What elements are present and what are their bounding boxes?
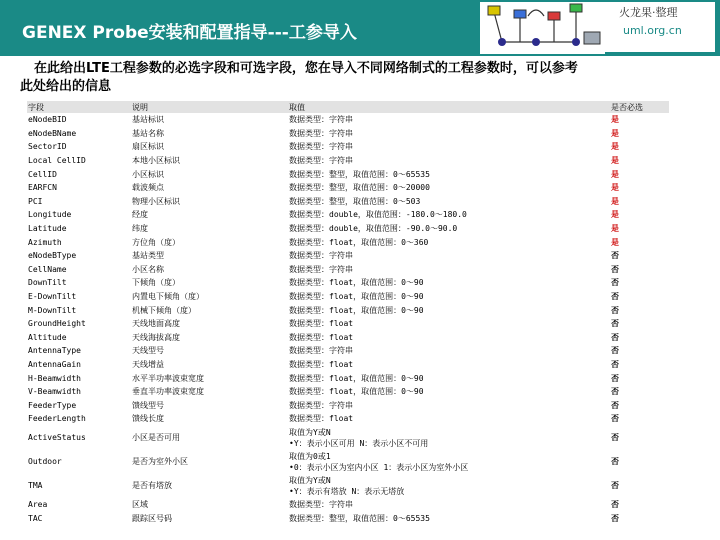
required-cell: 是 bbox=[611, 196, 619, 206]
table-row bbox=[27, 195, 669, 209]
required-cell: 否 bbox=[611, 251, 619, 261]
table-row bbox=[27, 317, 669, 331]
table-row bbox=[27, 344, 669, 358]
value-text: 数据类型：字符串 bbox=[289, 400, 353, 410]
description-cell: 下倾角（度） bbox=[132, 278, 180, 288]
value-text: 数据类型：float，取值范围：0～90 bbox=[289, 292, 424, 302]
required-cell: 否 bbox=[611, 373, 619, 383]
field-cell: CellID bbox=[28, 169, 57, 179]
value-text: 数据类型：字符串 bbox=[289, 115, 353, 125]
required-cell: 否 bbox=[611, 319, 619, 329]
field-cell: Latitude bbox=[28, 224, 67, 234]
table-header-row bbox=[27, 101, 669, 113]
description-cell: 机械下倾角（度） bbox=[132, 305, 196, 315]
required-cell: 否 bbox=[611, 513, 619, 523]
value-text: 数据类型：float，取值范围：0～90 bbox=[289, 373, 424, 383]
value-text: 数据类型：float bbox=[289, 319, 354, 329]
value-text: 数据类型：float，取值范围：0～90 bbox=[289, 305, 424, 315]
value-text: 数据类型：字符串 bbox=[289, 346, 353, 356]
required-cell: 否 bbox=[611, 292, 619, 302]
value-cell bbox=[288, 263, 610, 277]
field-cell: Area bbox=[28, 499, 48, 509]
table-row bbox=[27, 474, 669, 498]
value-text: 数据类型：字符串 bbox=[289, 128, 353, 138]
value-text: 数据类型：整型，取值范围：0～65535 bbox=[289, 513, 430, 523]
description-cell: 是否为室外小区 bbox=[132, 457, 188, 467]
required-cell: 是 bbox=[611, 115, 619, 125]
required-cell: 否 bbox=[611, 414, 619, 424]
field-cell: AntennaGain bbox=[28, 359, 81, 369]
value-cell bbox=[288, 331, 610, 345]
required-cell: 是 bbox=[611, 210, 619, 220]
value-cell bbox=[288, 181, 610, 195]
value-cell bbox=[288, 371, 610, 385]
required-cell: 是 bbox=[611, 224, 619, 234]
table-row bbox=[27, 208, 669, 222]
value-text: 数据类型：字符串 bbox=[289, 156, 353, 166]
description-cell: 基站标识 bbox=[132, 115, 164, 125]
field-cell: eNodeBName bbox=[28, 128, 77, 138]
description-cell: 馈线型号 bbox=[132, 400, 164, 410]
field-cell: M-DownTilt bbox=[28, 305, 77, 315]
title-bar bbox=[0, 0, 720, 56]
required-cell: 否 bbox=[611, 346, 619, 356]
value-cell bbox=[288, 113, 610, 127]
value-cell bbox=[288, 290, 610, 304]
field-cell: H-Beamwidth bbox=[28, 373, 81, 383]
required-cell: 是 bbox=[611, 183, 619, 193]
network-diagram-icon bbox=[480, 2, 605, 54]
value-cell bbox=[288, 154, 610, 168]
description-cell: 天线海拔高度 bbox=[132, 332, 180, 342]
value-cell bbox=[288, 385, 610, 399]
table-row bbox=[27, 290, 669, 304]
field-cell: PCI bbox=[28, 196, 43, 206]
value-cell bbox=[288, 140, 610, 154]
required-cell: 是 bbox=[611, 128, 619, 138]
description-cell: 小区名称 bbox=[132, 264, 164, 274]
required-cell: 否 bbox=[611, 278, 619, 288]
field-cell: Outdoor bbox=[28, 457, 62, 467]
field-cell: eNodeBType bbox=[28, 251, 77, 261]
value-text: 数据类型：整型，取值范围：0～65535 bbox=[289, 169, 430, 179]
description-cell: 内置电下倾角（度） bbox=[132, 292, 204, 302]
column-header-field: 字段 bbox=[27, 101, 131, 113]
field-cell: AntennaType bbox=[28, 346, 81, 356]
required-cell: 否 bbox=[611, 387, 619, 397]
description-cell: 本地小区标识 bbox=[132, 156, 180, 166]
table-row bbox=[27, 371, 669, 385]
table-row bbox=[27, 113, 669, 127]
value-cell bbox=[288, 398, 610, 412]
value-cell bbox=[288, 235, 610, 249]
table-row bbox=[27, 303, 669, 317]
table-row bbox=[27, 331, 669, 345]
value-text: 数据类型：整型，取值范围：0～503 bbox=[289, 196, 421, 206]
required-cell: 是 bbox=[611, 237, 619, 247]
required-cell: 否 bbox=[611, 332, 619, 342]
table-row bbox=[27, 511, 669, 525]
value-cell bbox=[288, 344, 610, 358]
value-text: 取值为0或1 bbox=[289, 451, 331, 461]
value-text: 数据类型：整型，取值范围：0～20000 bbox=[289, 183, 430, 193]
table-row bbox=[27, 358, 669, 372]
value-cell bbox=[288, 358, 610, 372]
intro-line-1: 在此给出LTE工程参数的必选字段和可选字段，您在导入不同网络制式的工程参数时，可以参考 bbox=[34, 61, 578, 76]
required-cell: 否 bbox=[611, 264, 619, 274]
field-cell: eNodeBID bbox=[28, 115, 67, 125]
value-cell bbox=[288, 208, 610, 222]
table-row bbox=[27, 263, 669, 277]
required-cell: 否 bbox=[611, 457, 619, 467]
table-row bbox=[27, 235, 669, 249]
value-cell bbox=[288, 249, 610, 263]
required-cell: 否 bbox=[611, 433, 619, 443]
value-cell bbox=[288, 511, 610, 525]
table-row bbox=[27, 426, 669, 450]
description-cell: 垂直半功率波束宽度 bbox=[132, 387, 204, 397]
required-cell: 否 bbox=[611, 359, 619, 369]
required-cell: 是 bbox=[611, 142, 619, 152]
description-cell: 基站类型 bbox=[132, 251, 164, 261]
field-cell: EARFCN bbox=[28, 183, 57, 193]
required-cell: 是 bbox=[611, 169, 619, 179]
value-text: 取值为Y或N bbox=[289, 427, 331, 437]
description-cell: 天线增益 bbox=[132, 359, 164, 369]
table-row bbox=[27, 222, 669, 236]
table-row bbox=[27, 385, 669, 399]
value-cell bbox=[288, 450, 610, 474]
required-cell: 否 bbox=[611, 481, 619, 491]
table-row bbox=[27, 498, 669, 512]
required-cell: 是 bbox=[611, 156, 619, 166]
field-cell: Longitude bbox=[28, 210, 72, 220]
page-title: GENEX Probe安装和配置指导---工参导入 bbox=[22, 23, 357, 43]
value-cell bbox=[288, 426, 610, 450]
field-cell: ActiveStatus bbox=[28, 433, 86, 443]
table-row bbox=[27, 398, 669, 412]
field-cell: TAC bbox=[28, 513, 43, 523]
column-header-value: 取值 bbox=[288, 101, 610, 113]
value-text: 数据类型：float bbox=[289, 359, 354, 369]
field-cell: TMA bbox=[28, 481, 43, 491]
table-row bbox=[27, 181, 669, 195]
value-cell bbox=[288, 195, 610, 209]
description-cell: 基站名称 bbox=[132, 128, 164, 138]
value-text: 数据类型：float，取值范围：0～90 bbox=[289, 278, 424, 288]
description-cell: 天线型号 bbox=[132, 346, 164, 356]
column-header-required: 是否必选 bbox=[610, 101, 669, 113]
value-text: 数据类型：float，取值范围：0～360 bbox=[289, 237, 429, 247]
field-cell: CellName bbox=[28, 264, 67, 274]
description-cell: 小区是否可用 bbox=[132, 433, 180, 443]
value-cell bbox=[288, 276, 610, 290]
value-cell bbox=[288, 474, 610, 498]
value-text: 数据类型：字符串 bbox=[289, 499, 353, 509]
required-cell: 否 bbox=[611, 305, 619, 315]
value-cell bbox=[288, 498, 610, 512]
value-text: 数据类型：float，取值范围：0～90 bbox=[289, 387, 424, 397]
required-cell: 否 bbox=[611, 400, 619, 410]
value-text: 数据类型：float bbox=[289, 414, 354, 424]
intro-paragraph bbox=[20, 60, 710, 96]
value-text: 数据类型：double，取值范围：-90.0～90.0 bbox=[289, 224, 458, 234]
value-cell bbox=[288, 303, 610, 317]
field-cell: Altitude bbox=[28, 332, 67, 342]
value-cell bbox=[288, 167, 610, 181]
description-cell: 跟踪区号码 bbox=[132, 513, 172, 523]
table-row bbox=[27, 154, 669, 168]
description-cell: 方位角（度） bbox=[132, 237, 180, 247]
table-row bbox=[27, 276, 669, 290]
value-detail-text: •0：表示小区为室内小区 1：表示小区为室外小区 bbox=[289, 462, 469, 472]
value-text: 数据类型：字符串 bbox=[289, 264, 353, 274]
field-cell: Azimuth bbox=[28, 237, 62, 247]
field-cell: FeederLength bbox=[28, 414, 86, 424]
description-cell: 载波频点 bbox=[132, 183, 164, 193]
description-cell: 经度 bbox=[132, 210, 148, 220]
field-cell: SectorID bbox=[28, 142, 67, 152]
field-cell: FeederType bbox=[28, 400, 77, 410]
table-row bbox=[27, 127, 669, 141]
table-body bbox=[27, 113, 669, 525]
table-row bbox=[27, 450, 669, 474]
value-detail-text: •Y：表示小区可用 N：表示小区不可用 bbox=[289, 438, 429, 448]
value-text: 数据类型：double，取值范围：-180.0～180.0 bbox=[289, 210, 467, 220]
description-cell: 纬度 bbox=[132, 224, 148, 234]
column-header-description: 说明 bbox=[131, 101, 288, 113]
description-cell: 小区标识 bbox=[132, 169, 164, 179]
value-detail-text: •Y：表示有塔放 N：表示无塔放 bbox=[289, 486, 405, 496]
value-text: 数据类型：字符串 bbox=[289, 251, 353, 261]
field-cell: V-Beamwidth bbox=[28, 387, 81, 397]
required-cell: 否 bbox=[611, 499, 619, 509]
value-text: 数据类型：字符串 bbox=[289, 142, 353, 152]
value-cell bbox=[288, 317, 610, 331]
table-row bbox=[27, 140, 669, 154]
field-cell: Local CellID bbox=[28, 156, 86, 166]
value-text: 数据类型：float bbox=[289, 332, 354, 342]
table-row bbox=[27, 412, 669, 426]
table-row bbox=[27, 249, 669, 263]
field-cell: E-DownTilt bbox=[28, 292, 77, 302]
value-cell bbox=[288, 127, 610, 141]
description-cell: 区域 bbox=[132, 499, 148, 509]
description-cell: 水平半功率波束宽度 bbox=[132, 373, 204, 383]
logo bbox=[603, 2, 715, 52]
description-cell: 物理小区标识 bbox=[132, 196, 180, 206]
logo-text: 火龙果·整理 bbox=[619, 6, 678, 19]
table-row bbox=[27, 167, 669, 181]
intro-line-2: 此处给出的信息 bbox=[20, 79, 112, 94]
value-cell bbox=[288, 222, 610, 236]
logo-url: uml.org.cn bbox=[623, 24, 682, 37]
parameter-table bbox=[27, 101, 669, 525]
description-cell: 天线地面高度 bbox=[132, 319, 180, 329]
value-text: 取值为Y或N bbox=[289, 475, 331, 485]
description-cell: 扇区标识 bbox=[132, 142, 164, 152]
field-cell: DownTilt bbox=[28, 278, 67, 288]
value-cell bbox=[288, 412, 610, 426]
description-cell: 是否有塔放 bbox=[132, 481, 172, 491]
field-cell: GroundHeight bbox=[28, 319, 86, 329]
description-cell: 馈线长度 bbox=[132, 414, 164, 424]
